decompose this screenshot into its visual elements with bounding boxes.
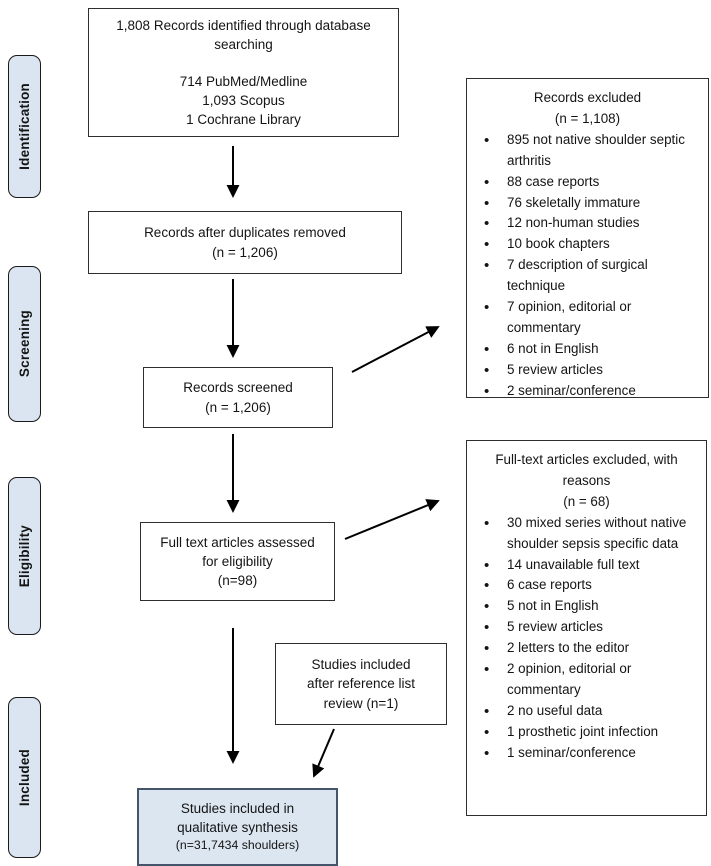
exclusion-reason-item: • 14 unavailable full text [475, 555, 698, 576]
records-screened-count: (n = 1,206) [205, 399, 271, 415]
box-qualitative-synthesis [137, 788, 338, 866]
stage-eligibility-label: Eligibility [17, 524, 32, 588]
exclusion-reason-item: • 30 mixed series without native shoulder sepsis specific data [475, 513, 698, 555]
exclusion-reason-item: • 2 seminar/conference [475, 381, 700, 402]
fulltext-assessed-line1: Full text articles assessed [160, 534, 315, 550]
box-fulltext-assessed [140, 522, 335, 601]
fulltext-assessed-line2: for eligibility [202, 553, 273, 569]
stage-identification-label: Identification [17, 83, 32, 170]
box-records-identified [88, 8, 399, 137]
reference-included-count: review (n=1) [323, 695, 399, 711]
exclusion-reason-item: • 88 case reports [475, 172, 700, 193]
stage-included [8, 697, 41, 858]
exclusion-reason-item: • 76 skeletally immature [475, 193, 700, 214]
exclusion-reason-item: • 1 prosthetic joint infection [475, 722, 698, 743]
stage-identification [8, 55, 41, 198]
box-duplicates-removed [88, 211, 402, 274]
fulltext-excluded-title: Full-text articles excluded, with reasons [495, 452, 678, 488]
stage-eligibility [8, 477, 41, 635]
arrow-reference-to-included [314, 729, 334, 776]
stage-screening [8, 266, 41, 422]
records-identified-spacer [95, 54, 392, 72]
stage-included-label: Included [17, 748, 32, 807]
qualitative-synthesis-line2: qualitative synthesis [177, 820, 298, 836]
fulltext-assessed-count: (n=98) [217, 573, 258, 589]
duplicates-removed-text: Records after duplicates removed [144, 225, 346, 241]
arrow-fulltext-to-fulltext-excluded [345, 501, 438, 539]
qualitative-synthesis-count: (n=31,7434 shoulders) [175, 838, 300, 853]
stage-screening-label: Screening [17, 310, 32, 378]
exclusion-reason-item: • 895 not native shoulder septic arthritis [475, 130, 700, 172]
exclusion-reason-item: • 2 no useful data [475, 701, 698, 722]
exclusion-reason-item: • 6 not in English [475, 339, 700, 360]
records-identified-text: 1,808 Records identified through database searching [116, 17, 371, 52]
duplicates-removed-count: (n = 1,206) [212, 244, 278, 260]
exclusion-reason-item: • 2 opinion, editorial or commentary [475, 659, 698, 701]
reference-included-line2: after reference list [306, 676, 416, 692]
exclusion-reason-item: • 10 book chapters [475, 234, 700, 255]
source-scopus: 1,093 Scopus [202, 93, 285, 109]
exclusion-reason-item: • 5 review articles [475, 360, 700, 381]
exclusion-reason-item: • 2 letters to the editor [475, 638, 698, 659]
fulltext-excluded-list [475, 513, 698, 764]
exclusion-reason-item: • 5 review articles [475, 617, 698, 638]
box-reference-list-included [275, 643, 447, 725]
records-excluded-title: Records excluded [533, 90, 642, 105]
source-cochrane: 1 Cochrane Library [186, 112, 301, 128]
reference-included-line1: Studies included [311, 657, 411, 673]
exclusion-reason-item: • 5 not in English [475, 596, 698, 617]
exclusion-reason-item: • 7 opinion, editorial or commentary [475, 297, 700, 339]
exclusion-reason-item: • 12 non-human studies [475, 213, 700, 234]
source-pubmed: 714 PubMed/Medline [179, 73, 308, 89]
exclusion-reason-item: • 7 description of surgical technique [475, 255, 700, 297]
box-records-excluded [466, 78, 709, 398]
records-excluded-list [475, 130, 700, 402]
records-screened-text: Records screened [183, 380, 293, 396]
arrow-screened-to-records-excluded [352, 327, 438, 372]
box-fulltext-excluded [466, 440, 707, 816]
fulltext-excluded-count: (n = 68) [563, 493, 610, 509]
qualitative-synthesis-line1: Studies included in [180, 801, 295, 817]
records-excluded-count: (n = 1,108) [554, 110, 621, 126]
exclusion-reason-item: • 1 seminar/conference [475, 743, 698, 764]
box-records-screened [143, 367, 333, 428]
exclusion-reason-item: • 6 case reports [475, 575, 698, 596]
